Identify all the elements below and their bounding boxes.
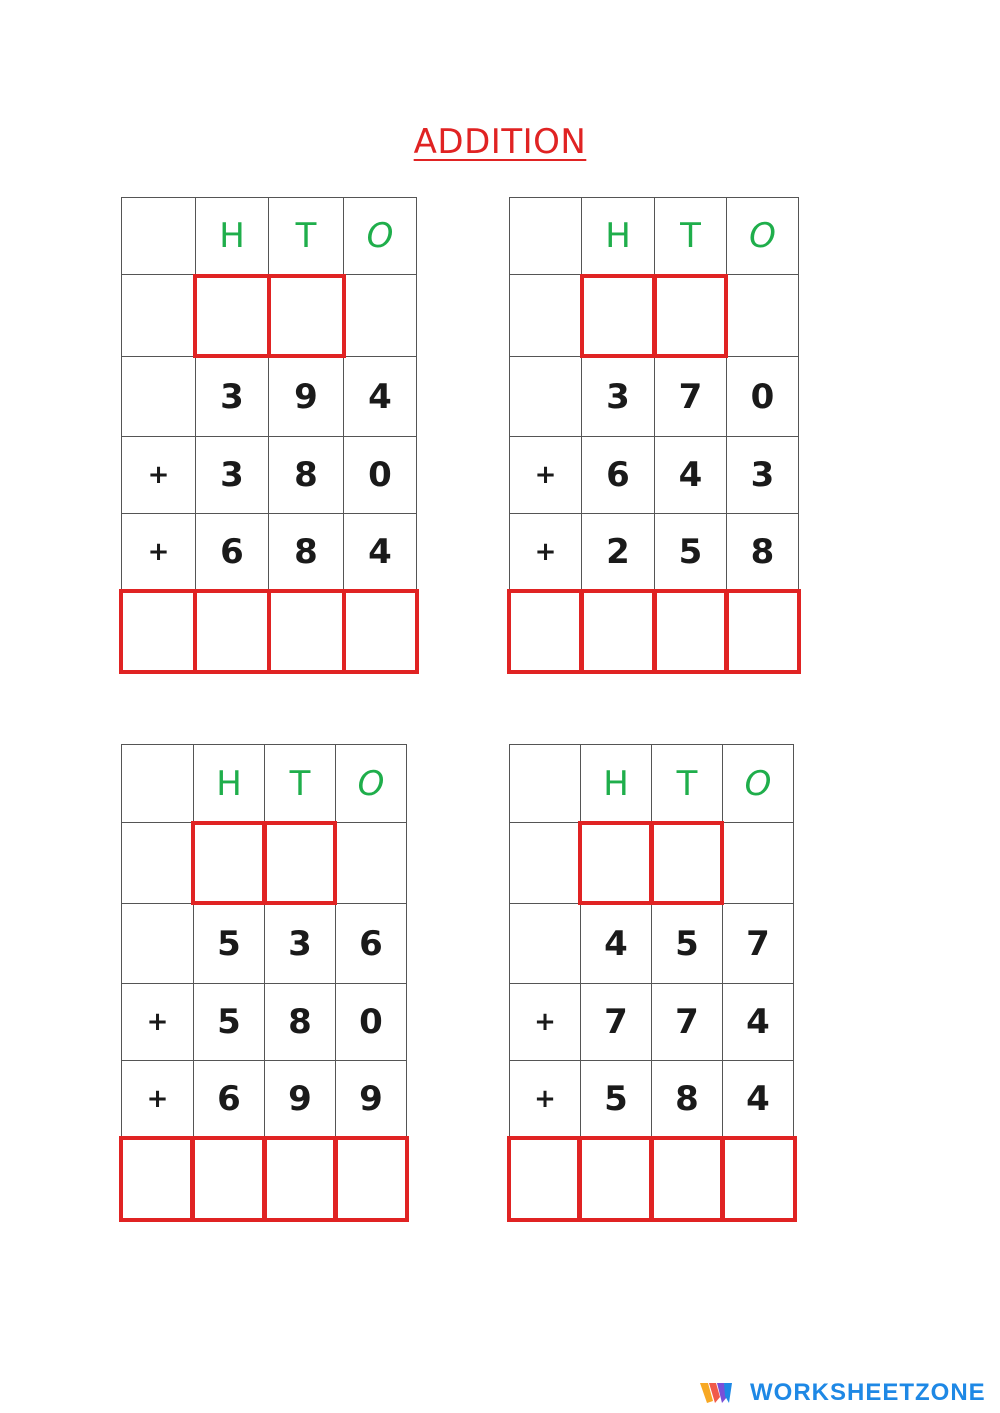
digit-cell: 4 <box>722 1060 794 1138</box>
digit-cell: 6 <box>195 513 269 591</box>
digit-cell: 6 <box>581 436 655 514</box>
header-blank <box>509 197 582 275</box>
digit-cell: 8 <box>264 983 336 1061</box>
header-tens: T <box>654 197 727 275</box>
header-blank <box>121 744 194 823</box>
carry-box-hundreds[interactable] <box>578 821 653 905</box>
digit-cell: 4 <box>343 513 417 591</box>
digit-cell: 8 <box>268 513 344 591</box>
answer-box-hundreds[interactable] <box>193 589 271 674</box>
answer-box-hundreds[interactable] <box>191 1136 266 1222</box>
digit-cell: 6 <box>335 903 407 984</box>
answer-box-ones[interactable] <box>721 1136 797 1222</box>
digit-cell: 6 <box>193 1060 265 1138</box>
answer-box-hundreds[interactable] <box>580 589 656 674</box>
carry-blank <box>121 274 196 357</box>
digit-cell: 3 <box>195 436 269 514</box>
header-tens: T <box>268 197 344 275</box>
digit-cell: 5 <box>654 513 727 591</box>
digit-cell: 2 <box>581 513 655 591</box>
digit-cell: 0 <box>726 356 799 437</box>
plus-sign: + <box>121 513 196 591</box>
answer-box-ones[interactable] <box>342 589 419 674</box>
header-ones: O <box>726 197 799 275</box>
digit-cell: 7 <box>651 983 723 1061</box>
answer-box-thousands[interactable] <box>507 589 583 674</box>
carry-blank <box>722 822 794 904</box>
plus-sign: + <box>509 513 582 591</box>
carry-box-tens[interactable] <box>653 274 728 358</box>
answer-box-ones[interactable] <box>725 589 801 674</box>
carry-box-hundreds[interactable] <box>193 274 271 358</box>
digit-cell: 8 <box>651 1060 723 1138</box>
carry-blank <box>343 274 417 357</box>
header-tens: T <box>651 744 723 823</box>
digit-cell: 7 <box>580 983 652 1061</box>
operator-blank <box>121 356 196 437</box>
answer-box-ones[interactable] <box>334 1136 409 1222</box>
header-blank <box>509 744 581 823</box>
carry-box-hundreds[interactable] <box>580 274 656 358</box>
plus-sign: + <box>509 1060 581 1138</box>
brand-name: WORKSHEETZONE <box>750 1379 986 1406</box>
header-hundreds: H <box>193 744 265 823</box>
plus-sign: + <box>121 436 196 514</box>
answer-box-thousands[interactable] <box>119 589 197 674</box>
operator-blank <box>509 356 582 437</box>
digit-cell: 3 <box>581 356 655 437</box>
carry-blank <box>121 822 194 904</box>
digit-cell: 3 <box>726 436 799 514</box>
worksheetzone-logo <box>700 1380 986 1406</box>
digit-cell: 3 <box>264 903 336 984</box>
digit-cell: 8 <box>268 436 344 514</box>
digit-cell: 7 <box>722 903 794 984</box>
plus-sign: + <box>509 436 582 514</box>
digit-cell: 3 <box>195 356 269 437</box>
digit-cell: 4 <box>722 983 794 1061</box>
answer-box-tens[interactable] <box>267 589 346 674</box>
carry-box-hundreds[interactable] <box>191 821 266 905</box>
operator-blank <box>509 903 581 984</box>
digit-cell: 5 <box>580 1060 652 1138</box>
digit-cell: 5 <box>193 983 265 1061</box>
header-hundreds: H <box>195 197 269 275</box>
carry-blank <box>335 822 407 904</box>
carry-blank <box>726 274 799 357</box>
header-hundreds: H <box>581 197 655 275</box>
header-ones: O <box>335 744 407 823</box>
header-tens: T <box>264 744 336 823</box>
answer-box-tens[interactable] <box>653 589 728 674</box>
digit-cell: 5 <box>193 903 265 984</box>
carry-blank <box>509 822 581 904</box>
digit-cell: 0 <box>335 983 407 1061</box>
carry-box-tens[interactable] <box>263 821 337 905</box>
digit-cell: 4 <box>580 903 652 984</box>
answer-box-hundreds[interactable] <box>578 1136 653 1222</box>
carry-blank <box>509 274 582 357</box>
plus-sign: + <box>121 983 194 1061</box>
digit-cell: 4 <box>654 436 727 514</box>
digit-cell: 7 <box>654 356 727 437</box>
answer-box-tens[interactable] <box>263 1136 337 1222</box>
digit-cell: 9 <box>268 356 344 437</box>
digit-cell: 9 <box>264 1060 336 1138</box>
header-blank <box>121 197 196 275</box>
worksheetzone-logo-icon <box>700 1380 740 1406</box>
digit-cell: 5 <box>651 903 723 984</box>
digit-cell: 4 <box>343 356 417 437</box>
digit-cell: 9 <box>335 1060 407 1138</box>
digit-cell: 0 <box>343 436 417 514</box>
header-ones: O <box>343 197 417 275</box>
plus-sign: + <box>121 1060 194 1138</box>
digit-cell: 8 <box>726 513 799 591</box>
answer-box-tens[interactable] <box>650 1136 724 1222</box>
header-hundreds: H <box>580 744 652 823</box>
page-title: ADDITION <box>413 122 587 162</box>
answer-box-thousands[interactable] <box>507 1136 581 1222</box>
header-ones: O <box>722 744 794 823</box>
plus-sign: + <box>509 983 581 1061</box>
operator-blank <box>121 903 194 984</box>
answer-box-thousands[interactable] <box>119 1136 194 1222</box>
carry-box-tens[interactable] <box>650 821 724 905</box>
carry-box-tens[interactable] <box>267 274 346 358</box>
